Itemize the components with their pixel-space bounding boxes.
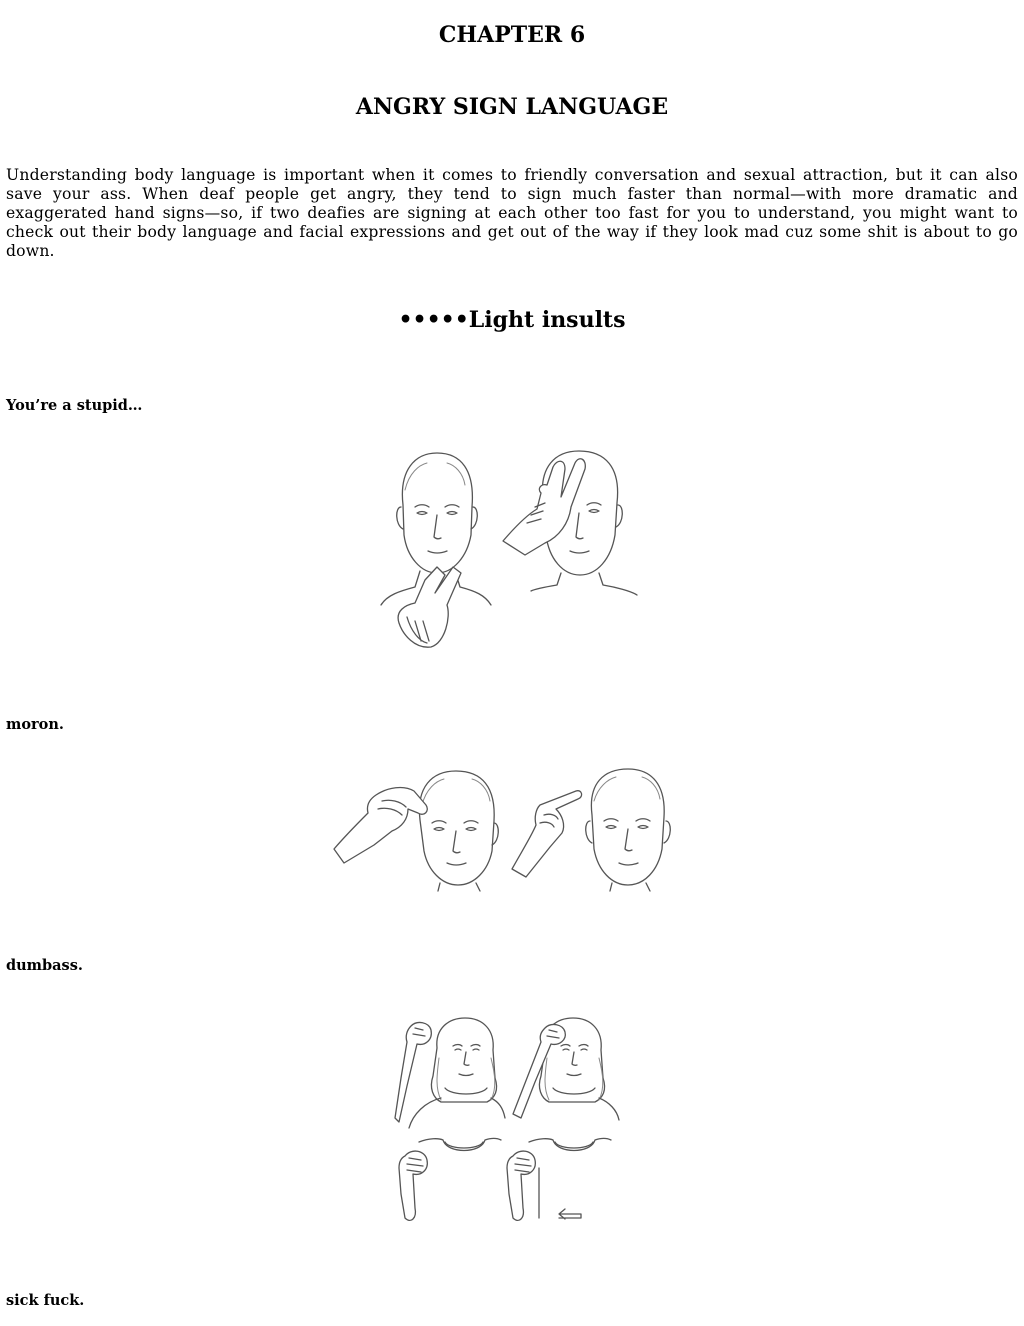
chapter-title: ANGRY SIGN LANGUAGE <box>355 94 669 120</box>
illustration-moron-sign <box>330 765 685 895</box>
panel-bottom-right <box>507 1139 611 1221</box>
panel-bottom-left <box>399 1139 501 1221</box>
v-hand-chin <box>398 567 461 647</box>
head-right <box>586 769 671 891</box>
intro-paragraph: Understanding body language is important when it comes to friendly conversation and sexual attraction, but it can also save your ass. When deaf people get angry, they tend to sign much faster than normal—with more dramatic and exaggerated hand signs—so, if two deafies are signing at each other too fast for you to understand, you might want to check out their body language and facial expressions and get out of the way if they look mad cuz some shit is about to go down. <box>6 166 1018 260</box>
panel-top-left <box>395 1018 505 1128</box>
caption-stupid: You’re a stupid… <box>6 397 143 414</box>
caption-dumbass: dumbass. <box>6 957 83 974</box>
head-left <box>419 771 498 891</box>
caption-moron: moron. <box>6 716 64 733</box>
chapter-heading: CHAPTER 6 <box>438 22 586 48</box>
illustration-stupid-sign <box>375 445 650 655</box>
caption-sick: sick fuck. <box>6 1292 85 1309</box>
section-heading: •••••Light insults <box>398 307 626 333</box>
panel-top-right <box>513 1018 619 1120</box>
illustration-dumbass-sign <box>395 1018 630 1228</box>
hand-forehead <box>334 788 427 863</box>
hand-pointing <box>512 791 582 877</box>
